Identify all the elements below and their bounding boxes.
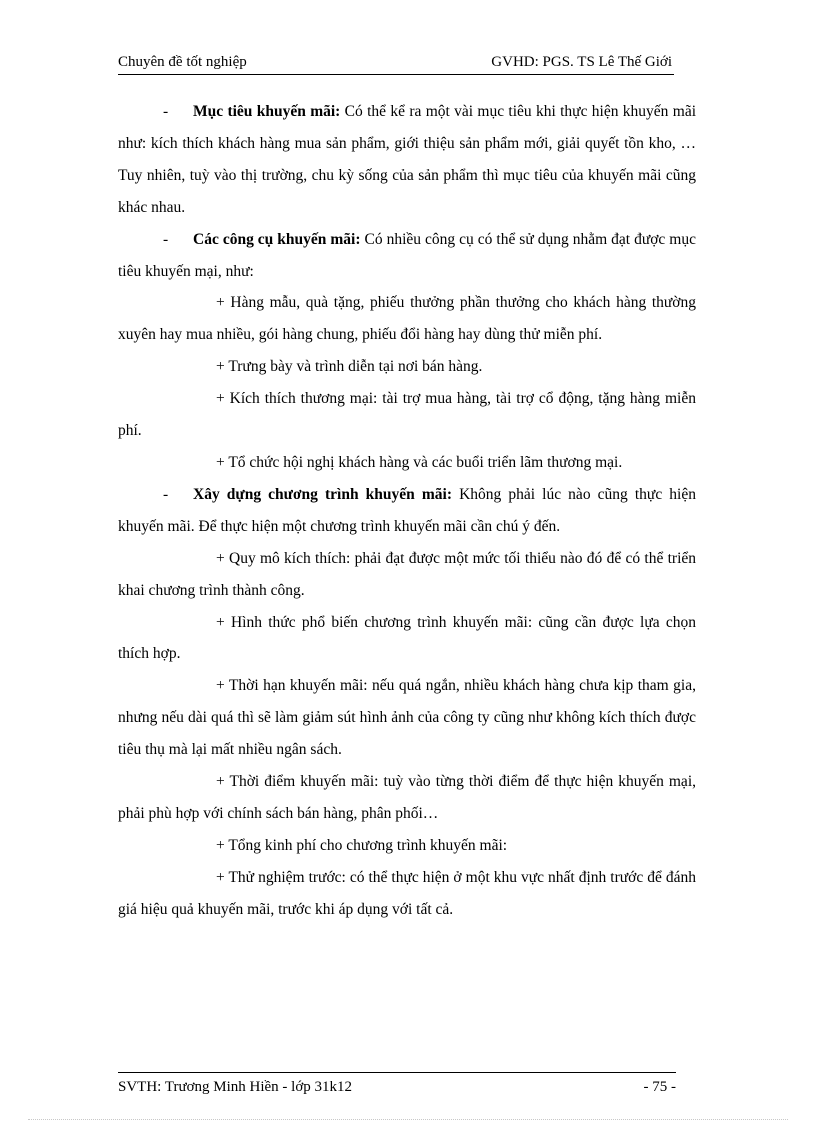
paragraph-promotion-objectives	[118, 96, 696, 224]
sub-item-display: + Trưng bày và trình diễn tại nơi bán hàng.	[216, 358, 483, 376]
paragraph-text: Có nhiều công cụ có thể sử dụng nhằm đạt được mục tiêu khuyến mại, như:	[118, 230, 696, 280]
sub-item-duration: + Thời hạn khuyến mãi: nếu quá ngắn, nhiều khách hàng chưa kịp tham gia, nhưng nếu dài quá thì sẽ làm giảm sút hình ảnh của công ty cũng như không kích thích được tiêu thụ mà lại mất nhiều ngân sách.	[118, 677, 696, 759]
heading-promotion-objectives: Mục tiêu khuyến mãi:	[193, 103, 341, 120]
footer-student: SVTH: Trương Minh Hiền - lớp 31k12	[118, 1079, 353, 1095]
sub-item-pretest: + Thử nghiệm trước: có thể thực hiện ở một khu vực nhất định trước để đánh giá hiệu quả khuyến mãi, trước khi áp dụng với tất cả.	[118, 868, 696, 918]
page-header	[118, 50, 674, 75]
sub-item-budget: + Tổng kinh phí cho chương trình khuyến mãi:	[216, 836, 508, 854]
sub-item-scale: + Quy mô kích thích: phải đạt được một mức tối thiểu nào đó để có thể triển khai chương trình thành công.	[118, 549, 696, 599]
page-footer	[118, 1072, 676, 1097]
sub-item-samples-gifts: + Hàng mẫu, quà tặng, phiếu thưởng phần thưởng cho khách hàng thường xuyên hay mua nhiều, gói hàng chung, phiếu đổi hàng hay dùng thử miễn phí.	[118, 294, 696, 344]
header-thesis-title: Chuyên đề tốt nghiệp	[118, 54, 247, 70]
heading-build-program: Xây dựng chương trình khuyến mãi:	[193, 485, 453, 503]
sub-item-conferences: + Tổ chức hội nghị khách hàng và các buổi triển lãm thương mại.	[216, 453, 623, 471]
paragraph-promotion-tools	[118, 224, 696, 288]
bullet-dash: -	[163, 103, 169, 120]
bullet-dash: -	[163, 230, 169, 248]
page-number: - 75 -	[643, 1079, 676, 1095]
paragraph-build-program	[118, 479, 696, 543]
heading-promotion-tools: Các công cụ khuyến mãi:	[193, 230, 361, 248]
sub-item-timing: + Thời điểm khuyến mãi: tuỳ vào từng thời điểm để thực hiện khuyến mại, phải phù hợp với chính sách bán hàng, phân phối…	[118, 773, 696, 822]
sub-item-trade-stimulation: + Kích thích thương mại: tài trợ mua hàng, tài trợ cổ động, tặng hàng miễn phí.	[118, 390, 696, 440]
page-edge-divider	[28, 1119, 788, 1120]
paragraph-text: Có thể kể ra một vài mục tiêu khi thực hiện khuyến mãi như: kích thích khách hàng mua sản phẩm, giới thiệu sản phẩm mới, giải quyết tồn kho, …Tuy nhiên, tuỳ vào thị trường, chu kỳ sống của sản phẩm thì mục tiêu của khuyến mãi cũng khác nhau.	[118, 103, 697, 216]
bullet-dash: -	[163, 485, 169, 503]
paragraph-text: Không phải lúc nào cũng thực hiện khuyến mãi. Để thực hiện một chương trình khuyến mãi cần chú ý đến.	[118, 485, 696, 535]
sub-item-dissemination: + Hình thức phổ biến chương trình khuyến mãi: cũng cần được lựa chọn thích hợp.	[118, 613, 696, 663]
header-supervisor: GVHD: PGS. TS Lê Thế Giới	[491, 54, 672, 70]
document-body	[118, 96, 696, 926]
